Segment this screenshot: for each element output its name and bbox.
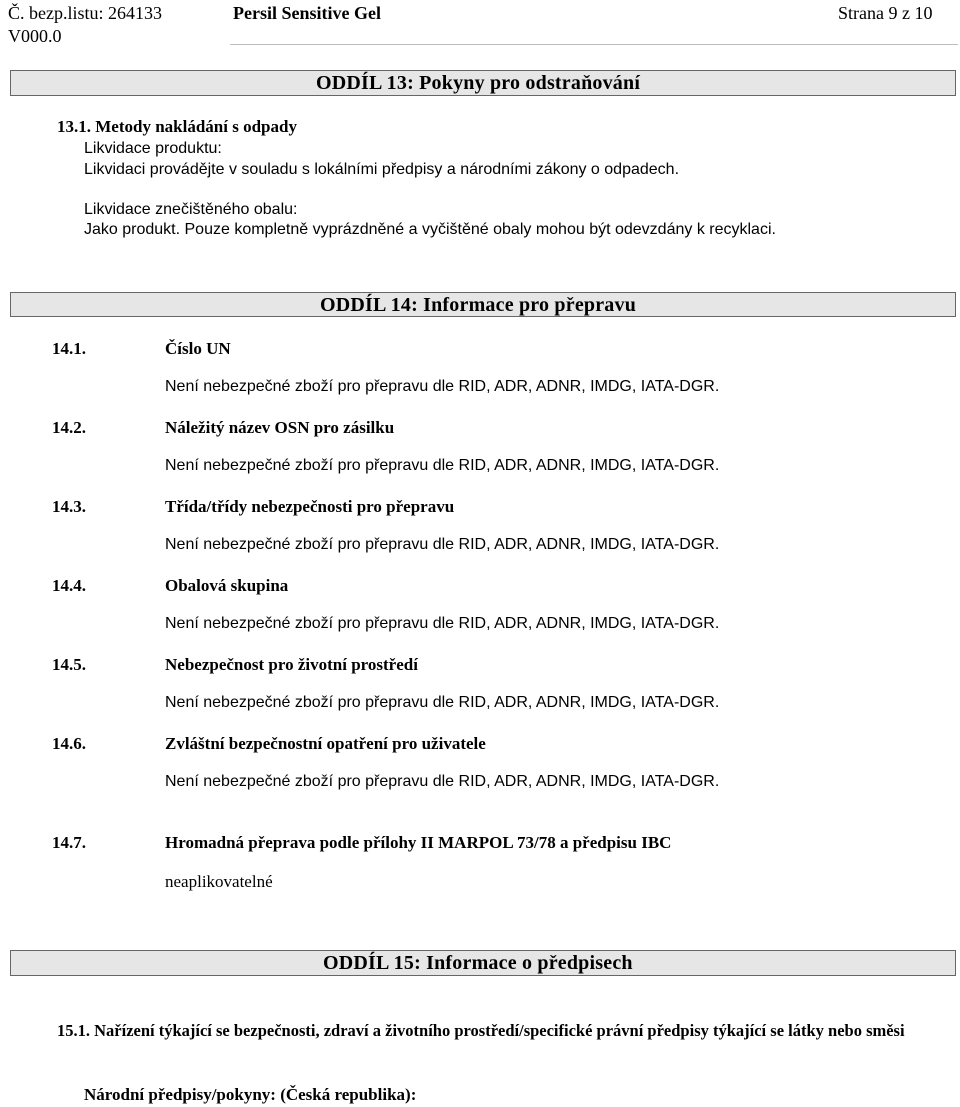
packaging-disposal-text: Jako produkt. Pouze kompletně vyprázdněné a vyčištěné obaly mohou být odevzdány k recyklaci. [84, 221, 776, 238]
item-14-3-text: Není nebezpečné zboží pro přepravu dle RID, ADR, ADNR, IMDG, IATA-DGR. [165, 536, 720, 553]
sheet-number: Č. bezp.listu: 264133 [8, 3, 162, 23]
item-14-7-title: Hromadná přeprava podle přílohy II MARPOL 73/78 a předpisu IBC [165, 833, 672, 852]
item-14-2-title: Náležitý název OSN pro zásilku [165, 418, 395, 437]
page-number: Strana 9 z 10 [838, 3, 933, 23]
section-13-1-title: 13.1. Metody nakládání s odpady [57, 117, 297, 136]
section-15-title: ODDÍL 15: Informace o předpisech [323, 952, 633, 974]
item-14-2-text: Není nebezpečné zboží pro přepravu dle RID, ADR, ADNR, IMDG, IATA-DGR. [165, 457, 720, 474]
item-14-3-number: 14.3. [52, 497, 86, 516]
item-14-4-title: Obalová skupina [165, 576, 289, 595]
packaging-disposal-label: Likvidace znečištěného obalu: [84, 201, 298, 218]
item-14-5-number: 14.5. [52, 655, 86, 674]
item-14-4-text: Není nebezpečné zboží pro přepravu dle RID, ADR, ADNR, IMDG, IATA-DGR. [165, 615, 720, 632]
product-name: Persil Sensitive Gel [233, 3, 381, 23]
section-13-title: ODDÍL 13: Pokyny pro odstraňování [316, 72, 641, 94]
item-14-2-number: 14.2. [52, 418, 86, 437]
version: V000.0 [8, 26, 62, 46]
item-14-7-text: neaplikovatelné [165, 872, 273, 891]
product-disposal-label: Likvidace produktu: [84, 140, 222, 157]
item-14-1-title: Číslo UN [165, 339, 231, 358]
item-14-5-text: Není nebezpečné zboží pro přepravu dle RID, ADR, ADNR, IMDG, IATA-DGR. [165, 694, 720, 711]
national-regulations-label: Národní předpisy/pokyny: (Česká republika): [84, 1085, 417, 1104]
item-14-5-title: Nebezpečnost pro životní prostředí [165, 655, 418, 674]
item-14-1-text: Není nebezpečné zboží pro přepravu dle RID, ADR, ADNR, IMDG, IATA-DGR. [165, 378, 720, 395]
item-14-7-number: 14.7. [52, 833, 86, 852]
item-14-4-number: 14.4. [52, 576, 86, 595]
section-14-title: ODDÍL 14: Informace pro přepravu [320, 294, 637, 316]
item-14-6-title: Zvláštní bezpečnostní opatření pro uživatele [165, 734, 486, 753]
section-15-1-title: 15.1. Nařízení týkající se bezpečnosti, zdraví a životního prostředí/specifické právní předpisy týkající se látky nebo směsi [57, 1021, 905, 1040]
product-disposal-text: Likvidaci provádějte v souladu s lokálními předpisy a národními zákony o odpadech. [84, 161, 680, 178]
item-14-1-number: 14.1. [52, 339, 86, 358]
item-14-6-text: Není nebezpečné zboží pro přepravu dle RID, ADR, ADNR, IMDG, IATA-DGR. [165, 773, 720, 790]
item-14-6-number: 14.6. [52, 734, 86, 753]
item-14-3-title: Třída/třídy nebezpečnosti pro přepravu [165, 497, 455, 516]
header-rule [230, 44, 958, 45]
